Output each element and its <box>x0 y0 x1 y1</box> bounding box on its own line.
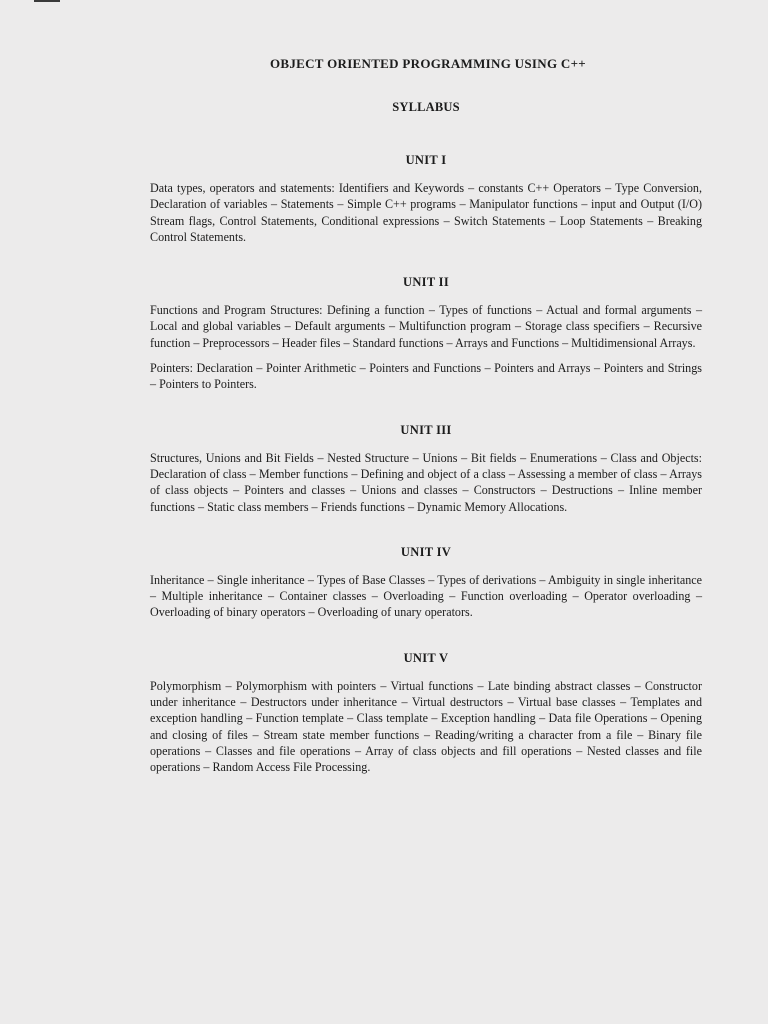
scan-edge-mark <box>34 0 60 2</box>
unit-paragraph: Pointers: Declaration – Pointer Arithmetic – Pointers and Functions – Pointers and Arrays – Pointers and Strings – Pointers to Pointers. <box>150 361 702 392</box>
unit-5 <box>150 651 702 776</box>
document-title: OBJECT ORIENTED PROGRAMMING USING C++ <box>269 56 587 71</box>
document-subtitle: SYLLABUS <box>392 100 460 114</box>
unit-paragraph: Inheritance – Single inheritance – Types of Base Classes – Types of derivations – Ambiguity in single inheritance – Multiple inheritance – Container classes – Overloading – Function overloading – Operator overloading – Overloading of binary operators – Overloading of unary operators. <box>150 572 702 620</box>
syllabus-page <box>150 56 702 776</box>
unit-heading: UNIT III <box>400 422 452 437</box>
unit-heading: UNIT IV <box>400 544 452 559</box>
unit-3 <box>150 423 702 515</box>
unit-paragraph: Data types, operators and statements: Identifiers and Keywords – constants C++ Operators – Type Conversion, Declaration of variables – Statements – Simple C++ programs – Manipulator functions – input and Output (I/O) Stream flags, Control Statements, Conditional expressions – Switch Statements – Loop Statements – Breaking Control Statements. <box>150 181 702 244</box>
unit-2 <box>150 275 702 392</box>
unit-1 <box>150 153 702 245</box>
unit-paragraph: Structures, Unions and Bit Fields – Nested Structure – Unions – Bit fields – Enumerations – Class and Objects: Declaration of class – Member functions – Defining and object of a class – Assessing a member of class – Arrays of class objects – Pointers and classes – Unions and classes – Constructors – Destructions – Inline member functions – Static class members – Friends functions – Dynamic Memory Allocations. <box>150 450 702 514</box>
unit-paragraph: Functions and Program Structures: Defining a function – Types of functions – Actual and formal arguments – Local and global variables – Default arguments – Multifunction program – Storage class specifiers – Recursive function – Preprocessors – Header files – Standard functions – Arrays and Functions – Multidimensional Arrays. <box>150 303 702 350</box>
unit-heading: UNIT I <box>405 153 447 167</box>
unit-heading: UNIT II <box>403 275 449 290</box>
unit-paragraph: Polymorphism – Polymorphism with pointers – Virtual functions – Late binding abstract classes – Constructor under inheritance – Destructors under inheritance – Virtual destructors – Virtual base classes – Templates and exception handling – Function template – Class template – Exception handling – Data file Operations – Opening and closing of files – Stream state member functions – Reading/writing a character from a file – Binary file operations – Classes and file operations – Array of class objects and fill operations – Nested classes and file operations – Random Access File Processing. <box>150 678 702 775</box>
unit-4 <box>150 545 702 621</box>
unit-heading: UNIT V <box>403 650 449 665</box>
